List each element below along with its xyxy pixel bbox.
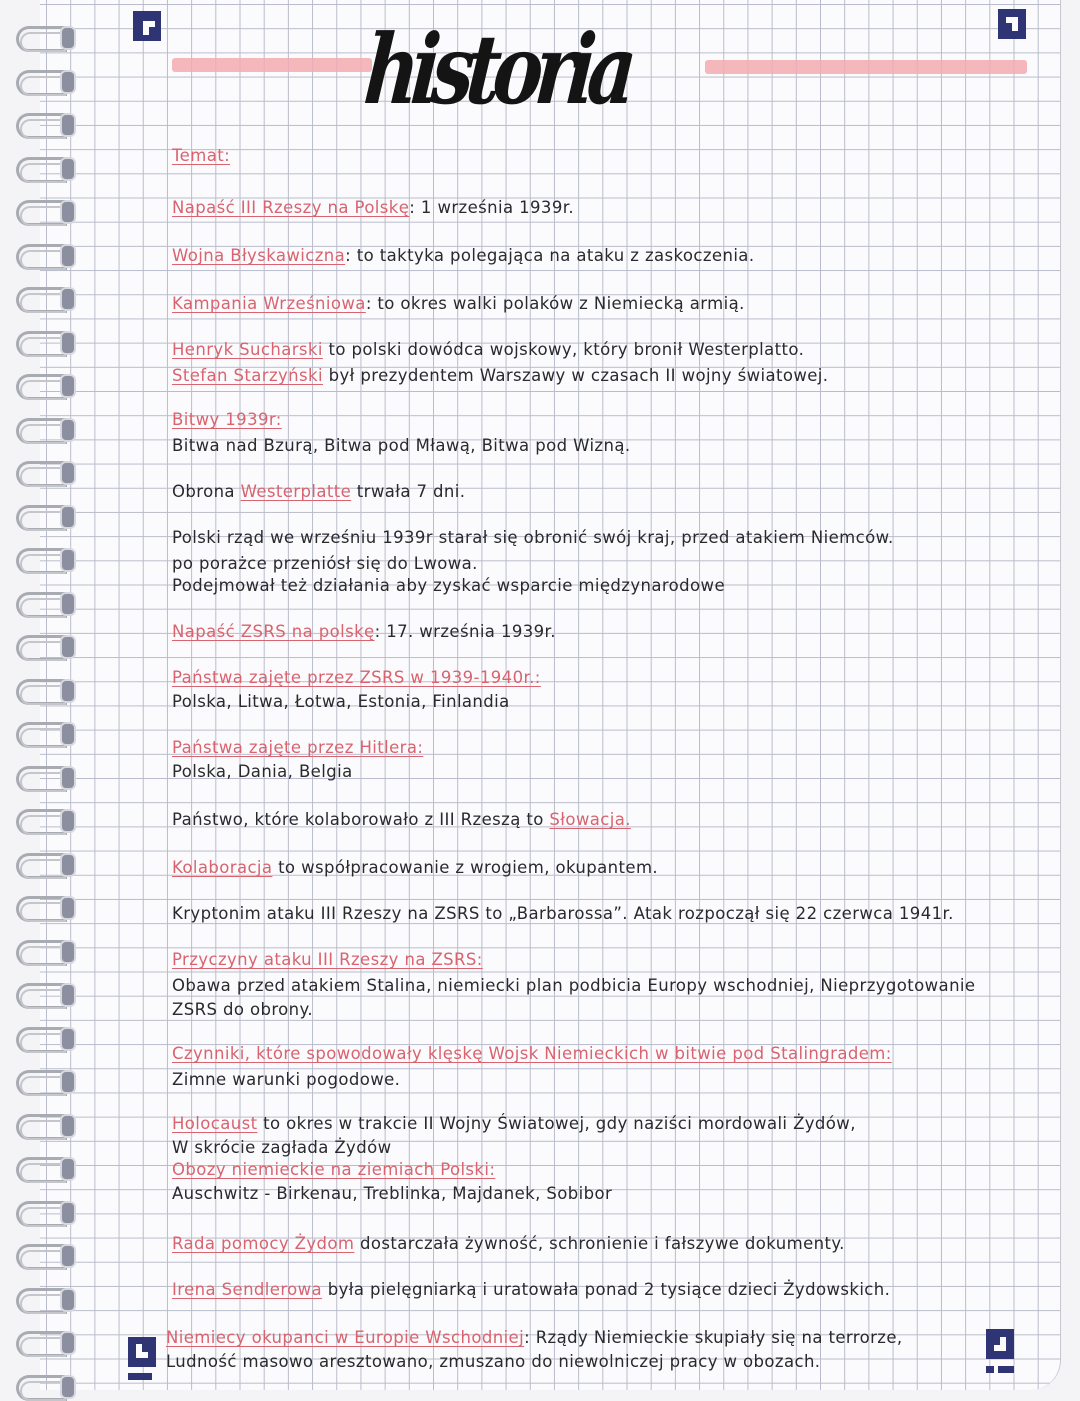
note-term: Słowacja. xyxy=(549,810,631,829)
note-text: : 1 września 1939r. xyxy=(409,198,575,217)
note-line xyxy=(172,1280,890,1299)
note-term: Wojna Błyskawiczna xyxy=(172,246,346,265)
note-text: ZSRS do obrony. xyxy=(172,1000,313,1019)
note-term: Bitwy 1939r: xyxy=(172,410,282,429)
note-text: dostarczała żywność, schronienie i fałszywe dokumenty. xyxy=(354,1234,845,1253)
spiral-coil xyxy=(16,1153,74,1183)
spiral-coil xyxy=(16,327,74,357)
note-line xyxy=(172,528,894,547)
spiral-binding xyxy=(0,0,80,1397)
note-line xyxy=(172,904,954,923)
spiral-coil xyxy=(16,675,74,705)
note-line xyxy=(172,1138,392,1157)
spiral-coil xyxy=(16,1023,74,1053)
spiral-coil xyxy=(16,196,74,226)
note-line xyxy=(172,340,804,359)
note-text: Polska, Dania, Belgia xyxy=(172,762,353,781)
spiral-coil xyxy=(16,544,74,574)
note-line xyxy=(172,762,353,781)
note-term: Państwa zajęte przez Hitlera: xyxy=(172,738,424,757)
note-line xyxy=(172,246,754,265)
spiral-coil xyxy=(16,283,74,313)
title-highlight-right xyxy=(705,60,1027,74)
note-text: Obawa przed atakiem Stalina, niemiecki plan podbicia Europy wschodniej, Nieprzygotowanie xyxy=(172,976,976,995)
spiral-coil xyxy=(16,1066,74,1096)
spiral-coil xyxy=(16,1197,74,1227)
note-text: : Rządy Niemieckie skupiały się na terrorze, xyxy=(524,1328,903,1347)
spiral-coil xyxy=(16,370,74,400)
corner-marker-icon xyxy=(133,11,161,41)
spiral-coil xyxy=(16,979,74,1009)
spiral-coil xyxy=(16,66,74,96)
spiral-coil xyxy=(16,22,74,52)
note-text: Auschwitz - Birkenau, Treblinka, Majdanek, Sobibor xyxy=(172,1184,613,1203)
note-text: to współpracowanie z wrogiem, okupantem. xyxy=(272,858,659,877)
spiral-coil xyxy=(16,588,74,618)
spiral-coil xyxy=(16,849,74,879)
note-text: Kryptonim ataku III Rzeszy na ZSRS to „Barbarossa”. Atak rozpoczął się 22 czerwca 1941r. xyxy=(172,904,954,923)
note-text: Zimne warunki pogodowe. xyxy=(172,1070,401,1089)
note-term: Rada pomocy Żydom xyxy=(172,1234,355,1253)
corner-marker-bar xyxy=(128,1373,152,1380)
note-line xyxy=(172,858,658,877)
note-text: Państwo, które kolaborowało z III Rzeszą to xyxy=(172,810,550,829)
note-text: Polska, Litwa, Łotwa, Estonia, Finlandia xyxy=(172,692,510,711)
note-term: Kampania Wrześniowa xyxy=(172,294,366,313)
note-text: W skrócie zagłada Żydów xyxy=(172,1138,392,1157)
spiral-coil xyxy=(16,457,74,487)
note-line xyxy=(166,1352,820,1371)
spiral-coil xyxy=(16,414,74,444)
note-line xyxy=(172,1234,845,1253)
note-line xyxy=(172,1000,313,1019)
spiral-coil xyxy=(16,1110,74,1140)
note-term: Napaść III Rzeszy na Polskę xyxy=(172,198,410,217)
note-text: po porażce przeniósł się do Lwowa. xyxy=(172,554,478,573)
note-text: : 17. września 1939r. xyxy=(374,622,556,641)
note-line xyxy=(172,668,541,687)
spiral-coil xyxy=(16,109,74,139)
note-line xyxy=(172,410,282,429)
note-text: Ludność masowo aresztowano, zmuszano do niewolniczej pracy w obozach. xyxy=(166,1352,821,1371)
page-title: historia xyxy=(360,13,634,126)
note-line xyxy=(172,692,510,711)
note-text: Obrona xyxy=(172,482,241,501)
spiral-coil xyxy=(16,240,74,270)
spiral-coil xyxy=(16,1284,74,1314)
note-text: była pielęgniarką i uratowała ponad 2 tysiące dzieci Żydowskich. xyxy=(322,1280,891,1299)
note-text: : to okres walki polaków z Niemiecką armią. xyxy=(365,294,745,313)
note-line xyxy=(172,482,465,501)
note-text: to okres w trakcie II Wojny Światowej, gdy naziści mordowali Żydów, xyxy=(257,1114,856,1133)
spiral-coil xyxy=(16,936,74,966)
spiral-coil xyxy=(16,1327,74,1357)
spiral-coil xyxy=(16,153,74,183)
spiral-coil xyxy=(16,892,74,922)
note-term: Obozy niemieckie na ziemiach Polski: xyxy=(172,1160,496,1179)
note-line xyxy=(172,1160,495,1179)
note-term: Stefan Starzyński xyxy=(172,366,323,385)
note-term: Przyczyny ataku III Rzeszy na ZSRS: xyxy=(172,950,483,969)
note-term: Holocaust xyxy=(172,1114,258,1133)
note-line xyxy=(172,146,230,165)
note-text: : to taktyka polegająca na ataku z zaskoczenia. xyxy=(345,246,755,265)
note-line xyxy=(166,1328,903,1347)
spiral-coil xyxy=(16,1371,74,1401)
corner-marker-bar xyxy=(998,1366,1014,1373)
corner-marker-icon xyxy=(986,1329,1014,1359)
note-line xyxy=(172,976,975,995)
note-line xyxy=(172,1044,892,1063)
note-term: Henryk Sucharski xyxy=(172,340,323,359)
note-term: Państwa zajęte przez ZSRS w 1939-1940r.: xyxy=(172,668,541,687)
note-term: Westerplatte xyxy=(240,482,352,501)
note-line xyxy=(172,810,631,829)
note-line xyxy=(172,436,631,455)
note-term: Niemiecy okupanci w Europie Wschodniej xyxy=(166,1328,525,1347)
note-term: Czynniki, które spowodowały klęskę Wojsk Niemieckich w bitwie pod Stalingradem: xyxy=(172,1044,892,1063)
note-term: Temat: xyxy=(172,146,231,165)
spiral-coil xyxy=(16,762,74,792)
note-term: Napaść ZSRS na polskę xyxy=(172,622,375,641)
note-text: trwała 7 dni. xyxy=(351,482,466,501)
note-text: Bitwa nad Bzurą, Bitwa pod Mławą, Bitwa pod Wizną. xyxy=(172,436,631,455)
corner-marker-icon xyxy=(128,1337,156,1367)
spiral-coil xyxy=(16,631,74,661)
note-text: Podejmował też działania aby zyskać wsparcie międzynarodowe xyxy=(172,576,725,595)
note-line xyxy=(172,198,574,217)
note-line xyxy=(172,366,828,385)
note-text: to polski dowódca wojskowy, który bronił Westerplatto. xyxy=(322,340,805,359)
note-line xyxy=(172,1114,856,1133)
note-line xyxy=(172,1184,612,1203)
spiral-coil xyxy=(16,501,74,531)
note-term: Irena Sendlerowa xyxy=(172,1280,323,1299)
note-line xyxy=(172,1070,400,1089)
spiral-coil xyxy=(16,805,74,835)
note-text: Polski rząd we wrześniu 1939r starał się obronić swój kraj, przed atakiem Niemców. xyxy=(172,528,894,547)
note-line xyxy=(172,294,745,313)
spiral-coil xyxy=(16,1240,74,1270)
note-line xyxy=(172,622,556,641)
title-highlight-left xyxy=(172,58,372,72)
note-term: Kolaboracja xyxy=(172,858,273,877)
corner-marker-bar xyxy=(986,1366,994,1373)
note-line xyxy=(172,738,423,757)
note-line xyxy=(172,554,478,573)
note-line xyxy=(172,576,725,595)
spiral-coil xyxy=(16,718,74,748)
note-text: był prezydentem Warszawy w czasach II wojny światowej. xyxy=(322,366,829,385)
corner-marker-icon xyxy=(998,9,1026,39)
note-line xyxy=(172,950,483,969)
